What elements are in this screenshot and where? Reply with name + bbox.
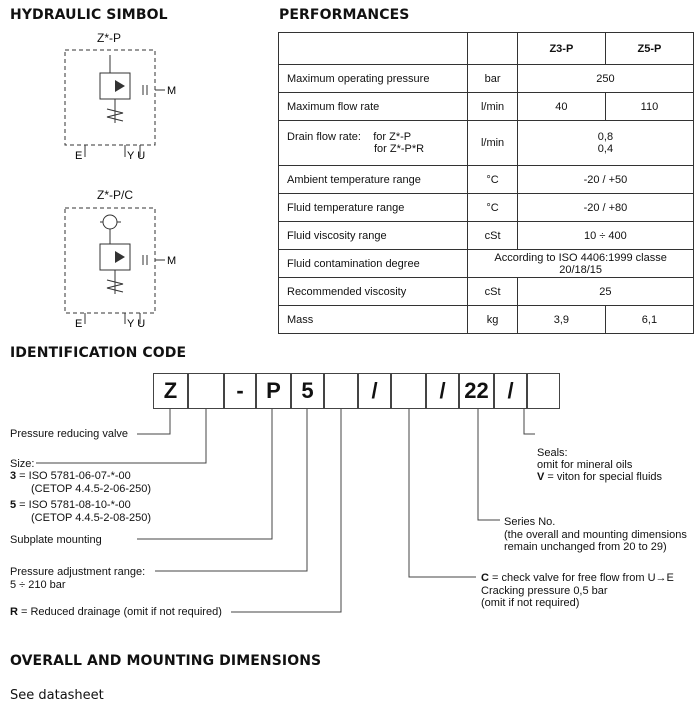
annotation-size5-cetop: (CETOP 4.4.5-2-08-250) [31, 512, 152, 524]
annotation-reduced-drainage: R = Reduced drainage (omit if not required) [10, 606, 222, 618]
code-box-8 [391, 373, 426, 409]
annotation-check-omit: (omit if not required) [481, 597, 580, 609]
annotation-check-valve: C = check valve for free flow from U→E [481, 572, 674, 584]
symbol2-port-e: E [75, 318, 83, 330]
annotation-seals-mineral: omit for mineral oils [537, 459, 633, 471]
symbol1-port-yu: Y U [127, 150, 146, 162]
symbol1-port-e: E [75, 150, 83, 162]
table-row: Ambient temperature range °C -20 / +50 [279, 166, 694, 194]
annotation-cracking-pressure: Cracking pressure 0,5 bar [481, 585, 608, 597]
code-box-9: / [426, 373, 459, 409]
code-box-10: 22 [459, 373, 494, 409]
symbol2-port-yu: Y U [127, 318, 146, 330]
hydraulic-symbol-title: HYDRAULIC SIMBOL [10, 7, 168, 23]
table-row: Mass kg 3,9 6,1 [279, 306, 694, 334]
code-box-5: 5 [291, 373, 324, 409]
table-row: Maximum flow rate l/min 40 110 [279, 93, 694, 121]
header-z5p: Z5-P [605, 33, 693, 65]
annotation-pressure-adj: Pressure adjustment range: [10, 566, 146, 578]
code-box-4: P [256, 373, 291, 409]
symbol2-label: Z*-P/C [97, 188, 133, 202]
annotation-size3-cetop: (CETOP 4.4.5-2-06-250) [31, 483, 152, 495]
annotation-size5: 5 = ISO 5781-08-10-*-00 [10, 499, 131, 511]
annotation-subplate: Subplate mounting [10, 534, 102, 546]
annotation-series-line2: remain unchanged from 20 to 29) [504, 541, 667, 553]
dimensions-text: See datasheet [10, 688, 104, 703]
dimensions-title: OVERALL AND MOUNTING DIMENSIONS [10, 653, 322, 669]
code-box-6 [324, 373, 358, 409]
table-row: Fluid contamination degree According to ISO 4406:1999 classe 20/18/15 [279, 250, 694, 278]
annotation-series-line1: (the overall and mounting dimensions [504, 529, 687, 541]
identification-title: IDENTIFICATION CODE [10, 345, 187, 361]
annotation-size3: 3 = ISO 5781-06-07-*-00 [10, 470, 131, 482]
annotation-size-title: Size: [10, 458, 35, 470]
annotation-pressure-valve: Pressure reducing valve [10, 428, 129, 440]
code-box-1: Z [153, 373, 188, 409]
annotation-seals-viton: V = viton for special fluids [537, 471, 663, 483]
annotation-series-title: Series No. [504, 516, 556, 528]
table-row: Drain flow rate: for Z*-P for Z*-P*R l/min 0,8 0,4 [279, 121, 694, 166]
performances-title: PERFORMANCES [279, 7, 410, 23]
symbol1-label: Z*-P [97, 31, 121, 45]
code-box-12 [527, 373, 560, 409]
table-row: Fluid temperature range °C -20 / +80 [279, 194, 694, 222]
table-row: Recommended viscosity cSt 25 [279, 278, 694, 306]
code-box-7: / [358, 373, 391, 409]
code-box-3: - [224, 373, 256, 409]
table-row: Maximum operating pressure bar 250 [279, 65, 694, 93]
symbol1-port-m: M [167, 85, 177, 97]
code-box-2 [188, 373, 224, 409]
code-box-11: / [494, 373, 527, 409]
annotation-pressure-adj-value: 5 ÷ 210 bar [10, 579, 66, 591]
annotation-seals-title: Seals: [537, 447, 568, 459]
table-row: Fluid viscosity range cSt 10 ÷ 400 [279, 222, 694, 250]
header-z3p: Z3-P [517, 33, 605, 65]
symbol2-port-m: M [167, 255, 177, 267]
